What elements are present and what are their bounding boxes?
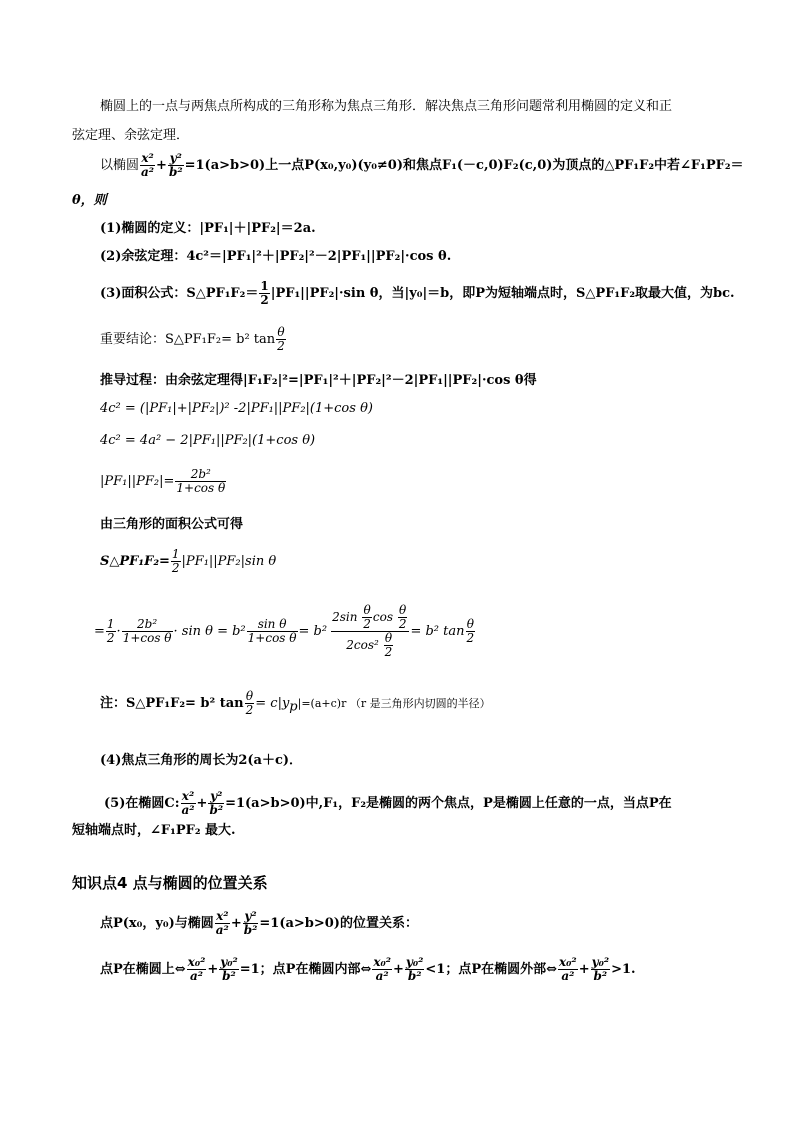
item5-body: =1(a>b>0)中,F₁，F₂是椭圆的两个焦点，P是椭圆上任意的一点，当点P在: [225, 796, 672, 811]
position-on: 点P在椭圆上⇔: [100, 962, 186, 977]
equation-2: 4c² = 4a² − 2|PF₁||PF₂|(1+cos θ): [100, 433, 316, 448]
conclusion-text: 重要结论：S△PF₁F₂= b² tan: [100, 332, 276, 347]
note-prefix: 注：S△PF₁F₂= b² tan: [100, 696, 244, 711]
area-formula-rest: |PF₁||PF₂|·sin θ，当|y₀|＝b，即P为短轴端点时，S△PF₁F₂取最大值，为bc.: [270, 286, 735, 301]
area-formula-intro: 由三角形的面积公式可得: [100, 517, 244, 532]
section-heading: 知识点4 点与椭圆的位置关系: [72, 874, 268, 892]
position-inside: =1；点P在椭圆内部⇔: [239, 962, 372, 977]
setup-prefix: 以椭圆: [100, 158, 140, 173]
item-ellipse-definition: (1)椭圆的定义：|PF₁|＋|PF₂|＝2a.: [100, 221, 316, 236]
area-formula-prefix: (3)面积公式：S△PF₁F₂＝: [100, 286, 259, 301]
item-max-angle-line-2: 短轴端点时，∠F₁PF₂ 最大.: [72, 823, 236, 838]
important-conclusion: [100, 326, 287, 353]
position-intro: 点P(x₀，y₀)与椭圆 $\frac{\text{x²}}{\text{a²}}$ + $\frac{\text{y²}}{\text{b²}}$ =1(a>b>0)的位置关系：: [100, 909, 418, 937]
equation-1: 4c² = (|PF₁|+|PF₂|)² -2|PF₁||PF₂|(1+cos θ): [100, 401, 373, 416]
note-middle: = c|y: [255, 696, 290, 711]
intro-line-1: 椭圆上的一点与两焦点所构成的三角形称为焦点三角形．解决焦点三角形问题常利用椭圆的定义和正: [100, 99, 673, 114]
equation-4-rhs: |PF₁||PF₂|sin θ: [181, 554, 277, 569]
theta-half-fraction: $\frac{\theta}{2}$: [277, 325, 285, 353]
item-max-angle: (5)在椭圆C: $\frac{\text{x²}}{\text{a²}}$ + $\frac{\text{y²}}{\text{b²}}$ =1(a>b>0)中,F₁，F₂是椭圆的两个焦点，P是椭圆上任意的一点，当点P在: [104, 789, 672, 817]
item5-prefix: (5)在椭圆C:: [104, 796, 180, 811]
one-half-fraction: $\frac{1}{2}$: [171, 547, 180, 575]
equation-4-lhs: S△PF₁F₂=: [100, 554, 170, 569]
equation-4: [100, 548, 276, 575]
note-line: 注：S△PF₁F₂= b² tan $\frac{\theta}{2}$ = $c|y_p|=(a+c)r$ （r 是三角形内切圆的半径）: [100, 689, 491, 717]
x2-over-a2-fraction: $\frac{\text{x²}}{\text{a²}}$: [141, 151, 155, 179]
position-intro-suffix: =1(a>b>0)的位置关系：: [259, 916, 418, 931]
equation-3-lhs: |PF₁||PF₂|=: [100, 474, 175, 489]
position-outside: <1；点P在椭圆外部⇔: [425, 962, 558, 977]
item-area-formula: [100, 280, 735, 307]
setup-line-2: θ，则: [72, 193, 107, 208]
intro-line-2: 弦定理、余弦定理．: [72, 128, 190, 143]
half-fraction: $\frac{1}{2}$: [260, 279, 269, 307]
y2-over-b2-fraction: $\frac{\text{y²}}{\text{b²}}$: [168, 151, 183, 179]
derivation-intro: 推导过程：由余弦定理得|F₁F₂|²=|PF₁|²＋|PF₂|²－2|PF₁||PF₂|·cos θ得: [100, 373, 537, 388]
item-cosine-law: (2)余弦定理：4c²＝|PF₁|²＋|PF₂|²－2|PF₁||PF₂|·cos θ.: [100, 249, 452, 264]
equation-3: [100, 468, 227, 495]
equation-5: = $\frac{1}{2}$ · $\frac{\text{2b²}}{\text{1+cos θ}}$ · sin θ = b² $\frac{\text{sin θ}}{\text{1+cos θ}}$ = b² 2sin $\frac{\theta}{2}$ cos $\frac{\theta}{2}$ 2cos² $\frac{\theta}{2}$ = b² tan $\frac{\theta}{2}$: [94, 603, 475, 659]
setup-line-1: 以椭圆 $\frac{\text{x²}}{\text{a²}}$ + $\frac{\text{y²}}{\text{b²}}$ =1(a>b>0)上一点P(x₀,y₀)(y₀≠0)和焦点F₁(－c,0)F₂(c,0)为顶点的△PF₁F₂中若∠F₁PF₂＝: [100, 151, 744, 179]
note-suffix: |=(a+c)r （r 是三角形内切圆的半径）: [297, 697, 491, 710]
item-perimeter: (4)焦点三角形的周长为2(a＋c)．: [100, 753, 303, 768]
pf-product-fraction: $\frac{\text{2b²}}{\text{1+cos θ}}$: [176, 467, 226, 495]
setup-condition: =1(a>b>0)上一点P(x₀,y₀)(y₀≠0)和焦点F₁(－c,0)F₂(c,0)为顶点的△PF₁F₂中若∠F₁PF₂＝: [184, 158, 744, 173]
position-cases: 点P在椭圆上⇔ $\frac{\text{x₀²}}{\text{a²}}$ + $\frac{\text{y₀²}}{\text{b²}}$ =1；点P在椭圆内部⇔ $\frac{\text{x₀²}}{\text{a²}}$ + $\frac{\text{y₀²}}{\text{b²}}$ <1；点P在椭圆外部⇔ $\frac{\text{x₀²}}{\text{a²}}$ + $\frac{\text{y₀²}}{\text{b²}}$ >1.: [100, 955, 636, 983]
position-intro-prefix: 点P(x₀，y₀)与椭圆: [100, 916, 214, 931]
position-end: >1.: [611, 962, 636, 977]
